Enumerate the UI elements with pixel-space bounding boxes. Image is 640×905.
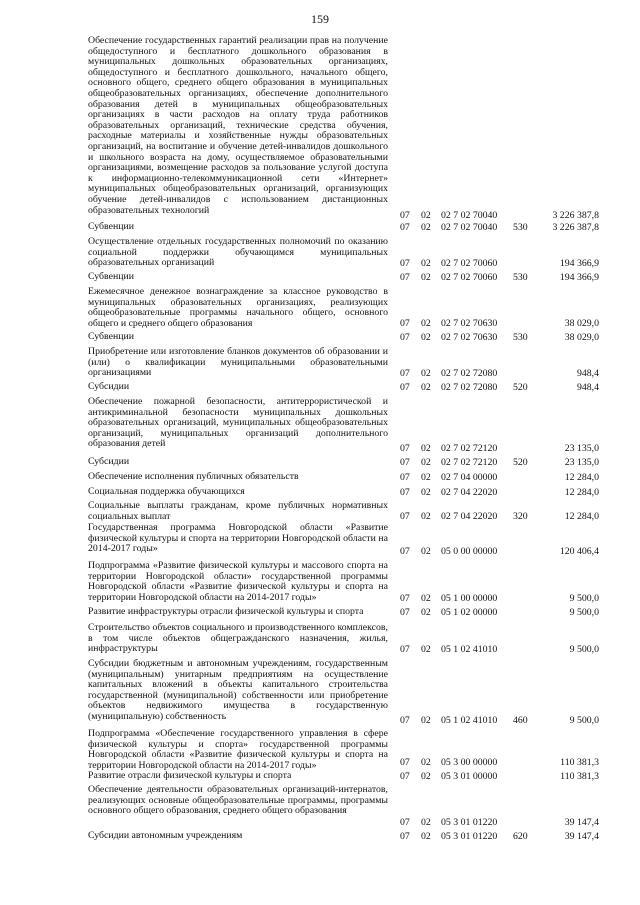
row-rz: 07 <box>400 831 410 842</box>
row-rz: 07 <box>400 318 410 329</box>
table-row <box>0 561 640 605</box>
row-sum: 9 500,0 <box>569 593 599 604</box>
row-cs: 02 7 02 72120 <box>441 457 498 468</box>
row-cs: 05 1 02 41010 <box>441 715 498 726</box>
row-name: Обеспечение государственных гарантий реализации прав на получение общедоступного и бесплатного дошкольного образования в муниципальных дошкольных образовательных организациях, общедоступного и бесплатного дошкольного, начального общего, основного общего, среднего общего образования в муниципальных общеобразовательных организациях, обеспечение дополнительного образования детей в муниципальных общеобразовательных организациях в части расходов на оплату труда работников образовательных организаций, технические средства обучения, расходные материалы и хозяйственные нужды образовательных организаций, на воспитание и обучение детей-инвалидов дошкольного и школьного возраста на дому, осуществляемое образовательными организациями, возмещение расходов за пользование услугой доступа к информационно-телекоммуникационной сети «Интернет» муниципальных общеобразовательных организаций, организующих обучение детей-инвалидов с использованием дистанционных образовательных технологий <box>88 35 388 216</box>
row-rz: 07 <box>400 607 410 618</box>
table-row <box>0 831 640 843</box>
row-cs: 02 7 02 70060 <box>441 272 498 283</box>
row-name: Подпрограмма «Обеспечение государственного управления в сфере физической культуры и спорта» государственной программы Новгородской области «Развитие физической культуры и спорта на территории Новгородской области на 2014-2017 годы» <box>88 728 388 771</box>
table-row <box>0 472 640 484</box>
row-name: Социальные выплаты гражданам, кроме публичных нормативных социальных выплат <box>88 500 388 522</box>
row-cs: 05 1 02 41010 <box>441 644 498 655</box>
row-rz: 07 <box>400 258 410 269</box>
row-pr: 02 <box>421 222 431 233</box>
row-rz: 07 <box>400 715 410 726</box>
row-vr: 320 <box>513 511 528 522</box>
row-name: Ежемесячное денежное вознаграждение за классное руководство в муниципальных образовательных организациях, реализующих общеобразовательные программы начального общего, основного общего и среднего общего образования <box>88 286 388 329</box>
row-sum: 12 284,0 <box>564 472 599 483</box>
row-cs: 05 3 01 01220 <box>441 817 498 828</box>
row-name: Строительство объектов социального и производственного комплексов, в том числе объектов общегражданского назначения, жилья, инфраструктуры <box>88 622 388 655</box>
table-row <box>0 347 640 380</box>
row-cs: 02 7 02 70040 <box>441 222 498 233</box>
row-rz: 07 <box>400 382 410 393</box>
row-cs: 05 3 00 00000 <box>441 757 498 768</box>
row-name: Субсидии бюджетным и автономным учреждениям, государственным (муниципальным) унитарным предприятиям на осуществление капитальных вложений в объекты капитального строительства государственной (муниципальной) собственности или приобретение объектов недвижимого имущества в государственную (муниципальную) собственность <box>88 658 388 722</box>
row-vr: 520 <box>513 457 528 468</box>
row-vr: 520 <box>513 382 528 393</box>
row-cs: 05 1 02 00000 <box>441 607 498 618</box>
row-rz: 07 <box>400 817 410 828</box>
row-vr: 530 <box>513 222 528 233</box>
row-rz: 07 <box>400 272 410 283</box>
row-pr: 02 <box>421 715 431 726</box>
row-rz: 07 <box>400 210 410 221</box>
row-vr: 530 <box>513 272 528 283</box>
row-name: Субсидии <box>88 381 130 392</box>
row-pr: 02 <box>421 546 431 557</box>
row-pr: 02 <box>421 318 431 329</box>
table-row <box>0 457 640 469</box>
row-rz: 07 <box>400 457 410 468</box>
row-cs: 02 7 02 70040 <box>441 210 498 221</box>
table-row <box>0 785 640 829</box>
table-row <box>0 659 640 727</box>
row-rz: 07 <box>400 757 410 768</box>
row-rz: 07 <box>400 222 410 233</box>
row-vr: 530 <box>513 332 528 343</box>
row-pr: 02 <box>421 593 431 604</box>
table-row <box>0 332 640 344</box>
row-pr: 02 <box>421 487 431 498</box>
row-name: Развитие отрасли физической культуры и спорта <box>88 770 292 781</box>
row-rz: 07 <box>400 472 410 483</box>
row-sum: 110 381,3 <box>560 757 599 768</box>
row-cs: 02 7 02 70630 <box>441 318 498 329</box>
row-cs: 05 3 01 01220 <box>441 831 498 842</box>
row-name: Осуществление отдельных государственных полномочий по оказанию социальной поддержки обучающимся муниципальных образовательных организаций <box>88 236 388 269</box>
row-name: Обеспечение деятельности образовательных организаций-интернатов, реализующих основные общеобразовательные программы, программы основного общего образования, среднего общего образования <box>88 784 388 817</box>
row-name: Субвенции <box>88 221 134 232</box>
table-row <box>0 487 640 499</box>
row-sum: 9 500,0 <box>569 715 599 726</box>
row-sum: 3 226 387,8 <box>552 222 599 233</box>
row-sum: 38 029,0 <box>564 332 599 343</box>
row-name: Государственная программа Новгородской области «Развитие физической культуры и спорта на территории Новгородской области на 2014-2017 годы» <box>88 522 388 555</box>
row-sum: 12 284,0 <box>564 511 599 522</box>
row-cs: 02 7 02 72120 <box>441 443 498 454</box>
page-number: 159 <box>311 12 329 26</box>
row-cs: 02 7 02 72080 <box>441 382 498 393</box>
row-vr: 620 <box>513 831 528 842</box>
row-pr: 02 <box>421 771 431 782</box>
table-row <box>0 607 640 619</box>
table-row <box>0 272 640 284</box>
row-pr: 02 <box>421 644 431 655</box>
row-rz: 07 <box>400 511 410 522</box>
row-name: Приобретение или изготовление бланков документов об образовании и (или) о квалификации муниципальными образовательными организациями <box>88 346 388 379</box>
row-cs: 02 7 02 70060 <box>441 258 498 269</box>
row-sum: 194 366,9 <box>559 272 599 283</box>
row-cs: 05 0 00 00000 <box>441 546 498 557</box>
row-rz: 07 <box>400 644 410 655</box>
row-pr: 02 <box>421 607 431 618</box>
row-rz: 07 <box>400 368 410 379</box>
row-sum: 23 135,0 <box>564 443 599 454</box>
row-cs: 05 3 01 00000 <box>441 771 498 782</box>
row-cs: 02 7 04 22020 <box>441 487 498 498</box>
table-row <box>0 237 640 270</box>
table-row <box>0 397 640 455</box>
row-cs: 02 7 04 00000 <box>441 472 498 483</box>
table-row <box>0 36 640 222</box>
row-sum: 120 406,4 <box>559 546 599 557</box>
row-pr: 02 <box>421 210 431 221</box>
row-rz: 07 <box>400 593 410 604</box>
row-cs: 02 7 04 22020 <box>441 511 498 522</box>
row-pr: 02 <box>421 272 431 283</box>
row-rz: 07 <box>400 487 410 498</box>
row-pr: 02 <box>421 831 431 842</box>
row-name: Субсидии автономным учреждениям <box>88 830 243 841</box>
row-sum: 39 147,4 <box>564 831 599 842</box>
row-rz: 07 <box>400 546 410 557</box>
row-pr: 02 <box>421 443 431 454</box>
table-row <box>0 729 640 769</box>
table-row <box>0 222 640 234</box>
table-row <box>0 287 640 330</box>
row-name: Обеспечение исполнения публичных обязательств <box>88 471 299 482</box>
row-vr: 460 <box>513 715 528 726</box>
row-name: Обеспечение пожарной безопасности, антитеррористической и антикриминальной безопасности муниципальных дошкольных образовательных организаций, муниципальных общеобразовательных организаций, муниципальных организаций дополнительного образования детей <box>88 396 388 450</box>
table-row <box>0 623 640 656</box>
row-sum: 9 500,0 <box>569 644 599 655</box>
row-sum: 3 226 387,8 <box>552 210 599 221</box>
row-name: Субвенции <box>88 271 134 282</box>
row-pr: 02 <box>421 472 431 483</box>
row-cs: 02 7 02 72080 <box>441 368 498 379</box>
row-pr: 02 <box>421 457 431 468</box>
table-row <box>0 382 640 394</box>
row-sum: 23 135,0 <box>564 457 599 468</box>
row-pr: 02 <box>421 382 431 393</box>
row-name: Развитие инфраструктуры отрасли физической культуры и спорта <box>88 606 364 617</box>
row-pr: 02 <box>421 332 431 343</box>
row-name: Субсидии <box>88 456 130 467</box>
row-sum: 194 366,9 <box>559 258 599 269</box>
row-pr: 02 <box>421 368 431 379</box>
row-sum: 12 284,0 <box>564 487 599 498</box>
row-sum: 39 147,4 <box>564 817 599 828</box>
row-cs: 02 7 02 70630 <box>441 332 498 343</box>
row-rz: 07 <box>400 332 410 343</box>
table-row <box>0 523 640 558</box>
row-pr: 02 <box>421 511 431 522</box>
row-sum: 38 029,0 <box>564 318 599 329</box>
row-sum: 9 500,0 <box>569 607 599 618</box>
row-rz: 07 <box>400 443 410 454</box>
row-cs: 05 1 00 00000 <box>441 593 498 604</box>
table-row <box>0 501 640 523</box>
row-pr: 02 <box>421 817 431 828</box>
row-sum: 948,4 <box>576 382 599 393</box>
row-rz: 07 <box>400 771 410 782</box>
row-pr: 02 <box>421 258 431 269</box>
row-name: Субвенции <box>88 331 134 342</box>
row-pr: 02 <box>421 757 431 768</box>
row-name: Социальная поддержка обучающихся <box>88 486 245 497</box>
row-sum: 948,4 <box>576 368 599 379</box>
row-sum: 110 381,3 <box>560 771 599 782</box>
row-name: Подпрограмма «Развитие физической культуры и массового спорта на территории Новгородской области» государственной программы Новгородской области «Развитие физической культуры и спорта на территории Новгородской области на 2014-2017 годы» <box>88 560 388 603</box>
table-row <box>0 771 640 783</box>
